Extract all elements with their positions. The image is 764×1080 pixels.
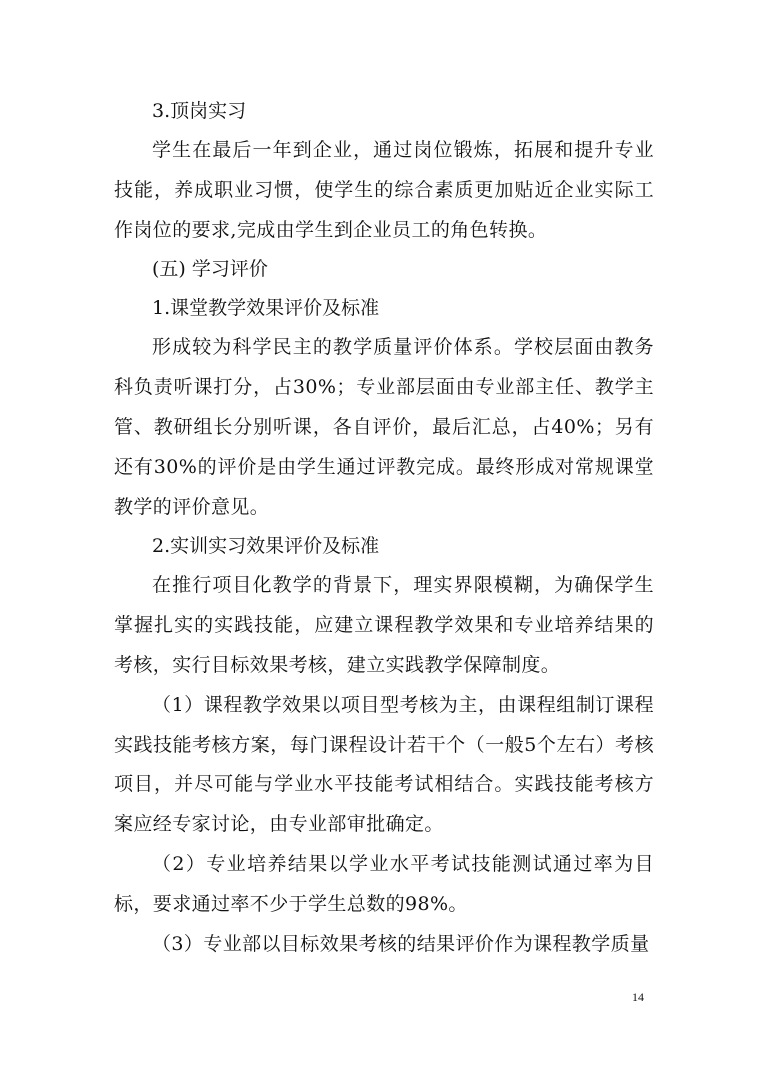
- section-heading-evaluation: (五) 学习评价: [152, 258, 268, 281]
- subheading-classroom-evaluation: 1.课堂教学效果评价及标准: [152, 297, 380, 320]
- paragraph-item-1: （1）课程教学效果以项目型考核为主，由课程组制订课程实践技能考核方案，每门课程设计若干个（一般5个左右）考核项目，并尽可能与学业水平技能考试相结合。实践技能考核方案应经专家讨论，由专业部审批确定。: [114, 693, 654, 836]
- subheading-practical-evaluation: 2.实训实习效果评价及标准: [152, 535, 380, 558]
- document-body: [114, 92, 654, 964]
- paragraph-item-2: （2）专业培养结果以学业水平考试技能测试通过率为目标，要求通过率不少于学生总数的98%。: [114, 852, 654, 915]
- section-heading-internship: 3.顶岗实习: [152, 100, 247, 122]
- page-number: 14: [632, 990, 644, 1004]
- paragraph-internship: 学生在最后一年到企业，通过岗位锻炼，拓展和提升专业技能，养成职业习惯，使学生的综合素质更加贴近企业实际工作岗位的要求,完成由学生到企业员工的角色转换。: [114, 139, 654, 241]
- paragraph-classroom-evaluation: 形成较为科学民主的教学质量评价体系。学校层面由教务科负责听课打分，占30%；专业部层面由专业部主任、教学主管、教研组长分别听课，各自评价，最后汇总，占40%；另有还有30%的评价是由学生通过评教完成。最终形成对常规课堂教学的评价意见。: [114, 336, 654, 518]
- paragraph-item-3: （3）专业部以目标效果考核的结果评价作为课程教学质量: [152, 932, 650, 955]
- paragraph-practical-evaluation: 在推行项目化教学的背景下，理实界限模糊，为确保学生掌握扎实的实践技能，应建立课程教学效果和专业培养结果的考核，实行目标效果考核，建立实践教学保障制度。: [114, 574, 654, 676]
